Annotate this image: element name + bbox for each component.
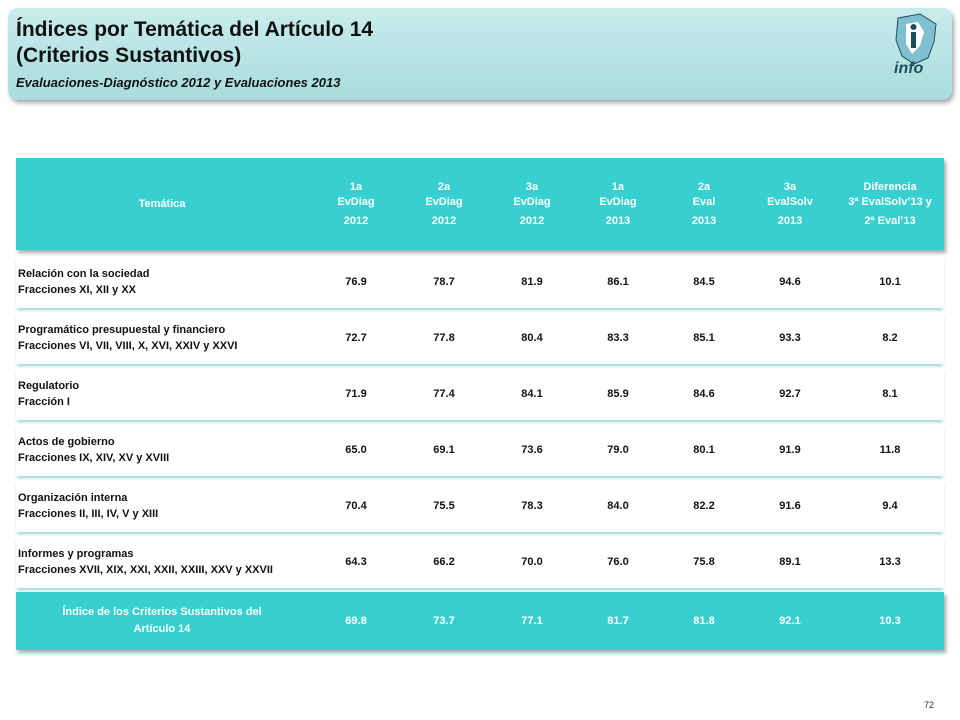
cell-value: 94.6 (779, 276, 801, 288)
column-header-line: EvalSolv (767, 195, 813, 208)
infodf-logo-icon (880, 10, 950, 96)
row-fractions: Fracción I (18, 396, 70, 408)
cell-value-diferencia: 10.1 (879, 276, 901, 288)
row-label (18, 536, 273, 588)
page-subtitle: Evaluaciones-Diagnóstico 2012 y Evaluaciones 2013 (16, 75, 341, 90)
row-label (18, 312, 237, 364)
cell-value: 72.7 (345, 332, 367, 344)
row-label (18, 424, 169, 476)
cell-value-diferencia: 8.2 (882, 332, 898, 344)
row-label (18, 256, 149, 308)
total-value: 81.7 (607, 615, 629, 627)
cell-value-diferencia: 13.3 (879, 556, 901, 568)
cell-value: 64.3 (345, 556, 367, 568)
column-header-3a-evdiag-2012 (496, 158, 568, 250)
column-header-line: 2013 (691, 214, 717, 227)
cell-value: 78.3 (521, 500, 543, 512)
table-total-row (16, 592, 944, 650)
cell-value: 86.1 (607, 276, 629, 288)
cell-value: 85.1 (693, 332, 715, 344)
column-header-line: 3ª EvalSolv’13 y (848, 195, 932, 208)
cell-value: 80.4 (521, 332, 543, 344)
column-header-line: 2a (437, 180, 451, 193)
total-value: 92.1 (779, 615, 801, 627)
cell-value: 75.5 (433, 500, 455, 512)
row-fractions: Fracciones XI, XII y XX (18, 284, 136, 296)
cell-value: 70.4 (345, 500, 367, 512)
row-name: Regulatorio (18, 380, 80, 392)
page-number: 72 (924, 700, 935, 710)
row-name: Programático presupuestal y financiero (18, 324, 226, 336)
row-name: Informes y programas (18, 548, 134, 560)
table-row (16, 480, 944, 532)
cell-value: 76.0 (607, 556, 629, 568)
column-header-line: EvDiag (513, 195, 551, 208)
cell-value: 93.3 (779, 332, 801, 344)
cell-value: 77.8 (433, 332, 455, 344)
column-header-line: 2012 (343, 214, 369, 227)
cell-value: 84.0 (607, 500, 629, 512)
column-header-line: 1a (349, 180, 363, 193)
cell-value: 91.6 (779, 500, 801, 512)
page-title: Índices por Temática del Artículo 14 (16, 18, 374, 41)
row-name: Organización interna (18, 492, 128, 504)
column-header-line: EvDiag (425, 195, 463, 208)
table-row (16, 424, 944, 476)
cell-value-diferencia: 11.8 (879, 444, 901, 456)
column-header-3a-evalsolv-2013 (754, 158, 826, 250)
cell-value: 71.9 (345, 388, 367, 400)
column-header-1a-evdiag-2012 (320, 158, 392, 250)
cell-value: 75.8 (693, 556, 715, 568)
row-fractions: Fracciones II, III, IV, V y XIII (18, 508, 159, 520)
cell-value: 69.1 (433, 444, 455, 456)
column-header-line: 3a (783, 180, 797, 193)
column-header-diferencia (836, 158, 944, 250)
column-header-line: 2ª Eval’13 (864, 214, 916, 227)
cell-value-diferencia: 8.1 (882, 388, 898, 400)
logo-text: info (894, 60, 924, 77)
table-row (16, 368, 944, 420)
column-header-line: 2a (697, 180, 711, 193)
total-name-line2: Artículo 14 (133, 623, 191, 635)
total-value-diferencia: 10.3 (879, 615, 901, 627)
row-name: Relación con la sociedad (18, 268, 150, 280)
cell-value: 70.0 (521, 556, 543, 568)
column-header-2a-eval-2013 (668, 158, 740, 250)
column-header-line: 3a (525, 180, 539, 193)
row-name: Actos de gobierno (18, 436, 115, 448)
column-header-line: EvDiag (337, 195, 375, 208)
cell-value: 79.0 (607, 444, 629, 456)
row-fractions: Fracciones XVII, XIX, XXI, XXII, XXIII, XXV y XXVII (18, 564, 273, 576)
total-value: 77.1 (521, 615, 543, 627)
cell-value: 76.9 (345, 276, 367, 288)
cell-value: 92.7 (779, 388, 801, 400)
table-row (16, 536, 944, 588)
cell-value: 84.6 (693, 388, 715, 400)
column-header-line: 2013 (777, 214, 803, 227)
row-fractions: Fracciones IX, XIV, XV y XVIII (18, 452, 170, 464)
cell-value: 91.9 (779, 444, 801, 456)
table-row (16, 256, 944, 308)
column-header-line: 2012 (519, 214, 545, 227)
cell-value: 81.9 (521, 276, 543, 288)
column-header-line: 2013 (605, 214, 631, 227)
cell-value: 78.7 (433, 276, 455, 288)
row-fractions: Fracciones VI, VII, VIII, X, XVI, XXIV y XXVI (18, 340, 238, 352)
total-value: 81.8 (693, 615, 715, 627)
column-header-tematica (16, 158, 308, 250)
cell-value: 83.3 (607, 332, 629, 344)
total-name: Índice de los Criterios Sustantivos del (62, 606, 262, 618)
cell-value: 65.0 (345, 444, 367, 456)
cell-value: 84.1 (521, 388, 543, 400)
total-value: 73.7 (433, 615, 455, 627)
row-label (18, 480, 158, 532)
row-label (18, 368, 79, 420)
table-header (16, 158, 944, 250)
cell-value: 66.2 (433, 556, 455, 568)
cell-value: 77.4 (433, 388, 455, 400)
cell-value: 89.1 (779, 556, 801, 568)
cell-value: 73.6 (521, 444, 543, 456)
cell-value: 80.1 (693, 444, 715, 456)
column-header-line: 1a (611, 180, 625, 193)
column-header-line: EvDiag (599, 195, 637, 208)
cell-value: 85.9 (607, 388, 629, 400)
column-header-label: Temática (138, 197, 186, 210)
table-row (16, 312, 944, 364)
column-header-2a-evdiag-2012 (408, 158, 480, 250)
column-header-line: 2012 (431, 214, 457, 227)
column-header-line: Eval (692, 195, 716, 208)
column-header-1a-evdiag-2013 (582, 158, 654, 250)
column-header-line: Diferencia (863, 180, 917, 193)
cell-value-diferencia: 9.4 (882, 500, 898, 512)
page-title-line2: (Criterios Sustantivos) (16, 44, 242, 67)
cell-value: 82.2 (693, 500, 715, 512)
cell-value: 84.5 (693, 276, 715, 288)
total-label (16, 592, 308, 650)
total-value: 69.8 (345, 615, 367, 627)
